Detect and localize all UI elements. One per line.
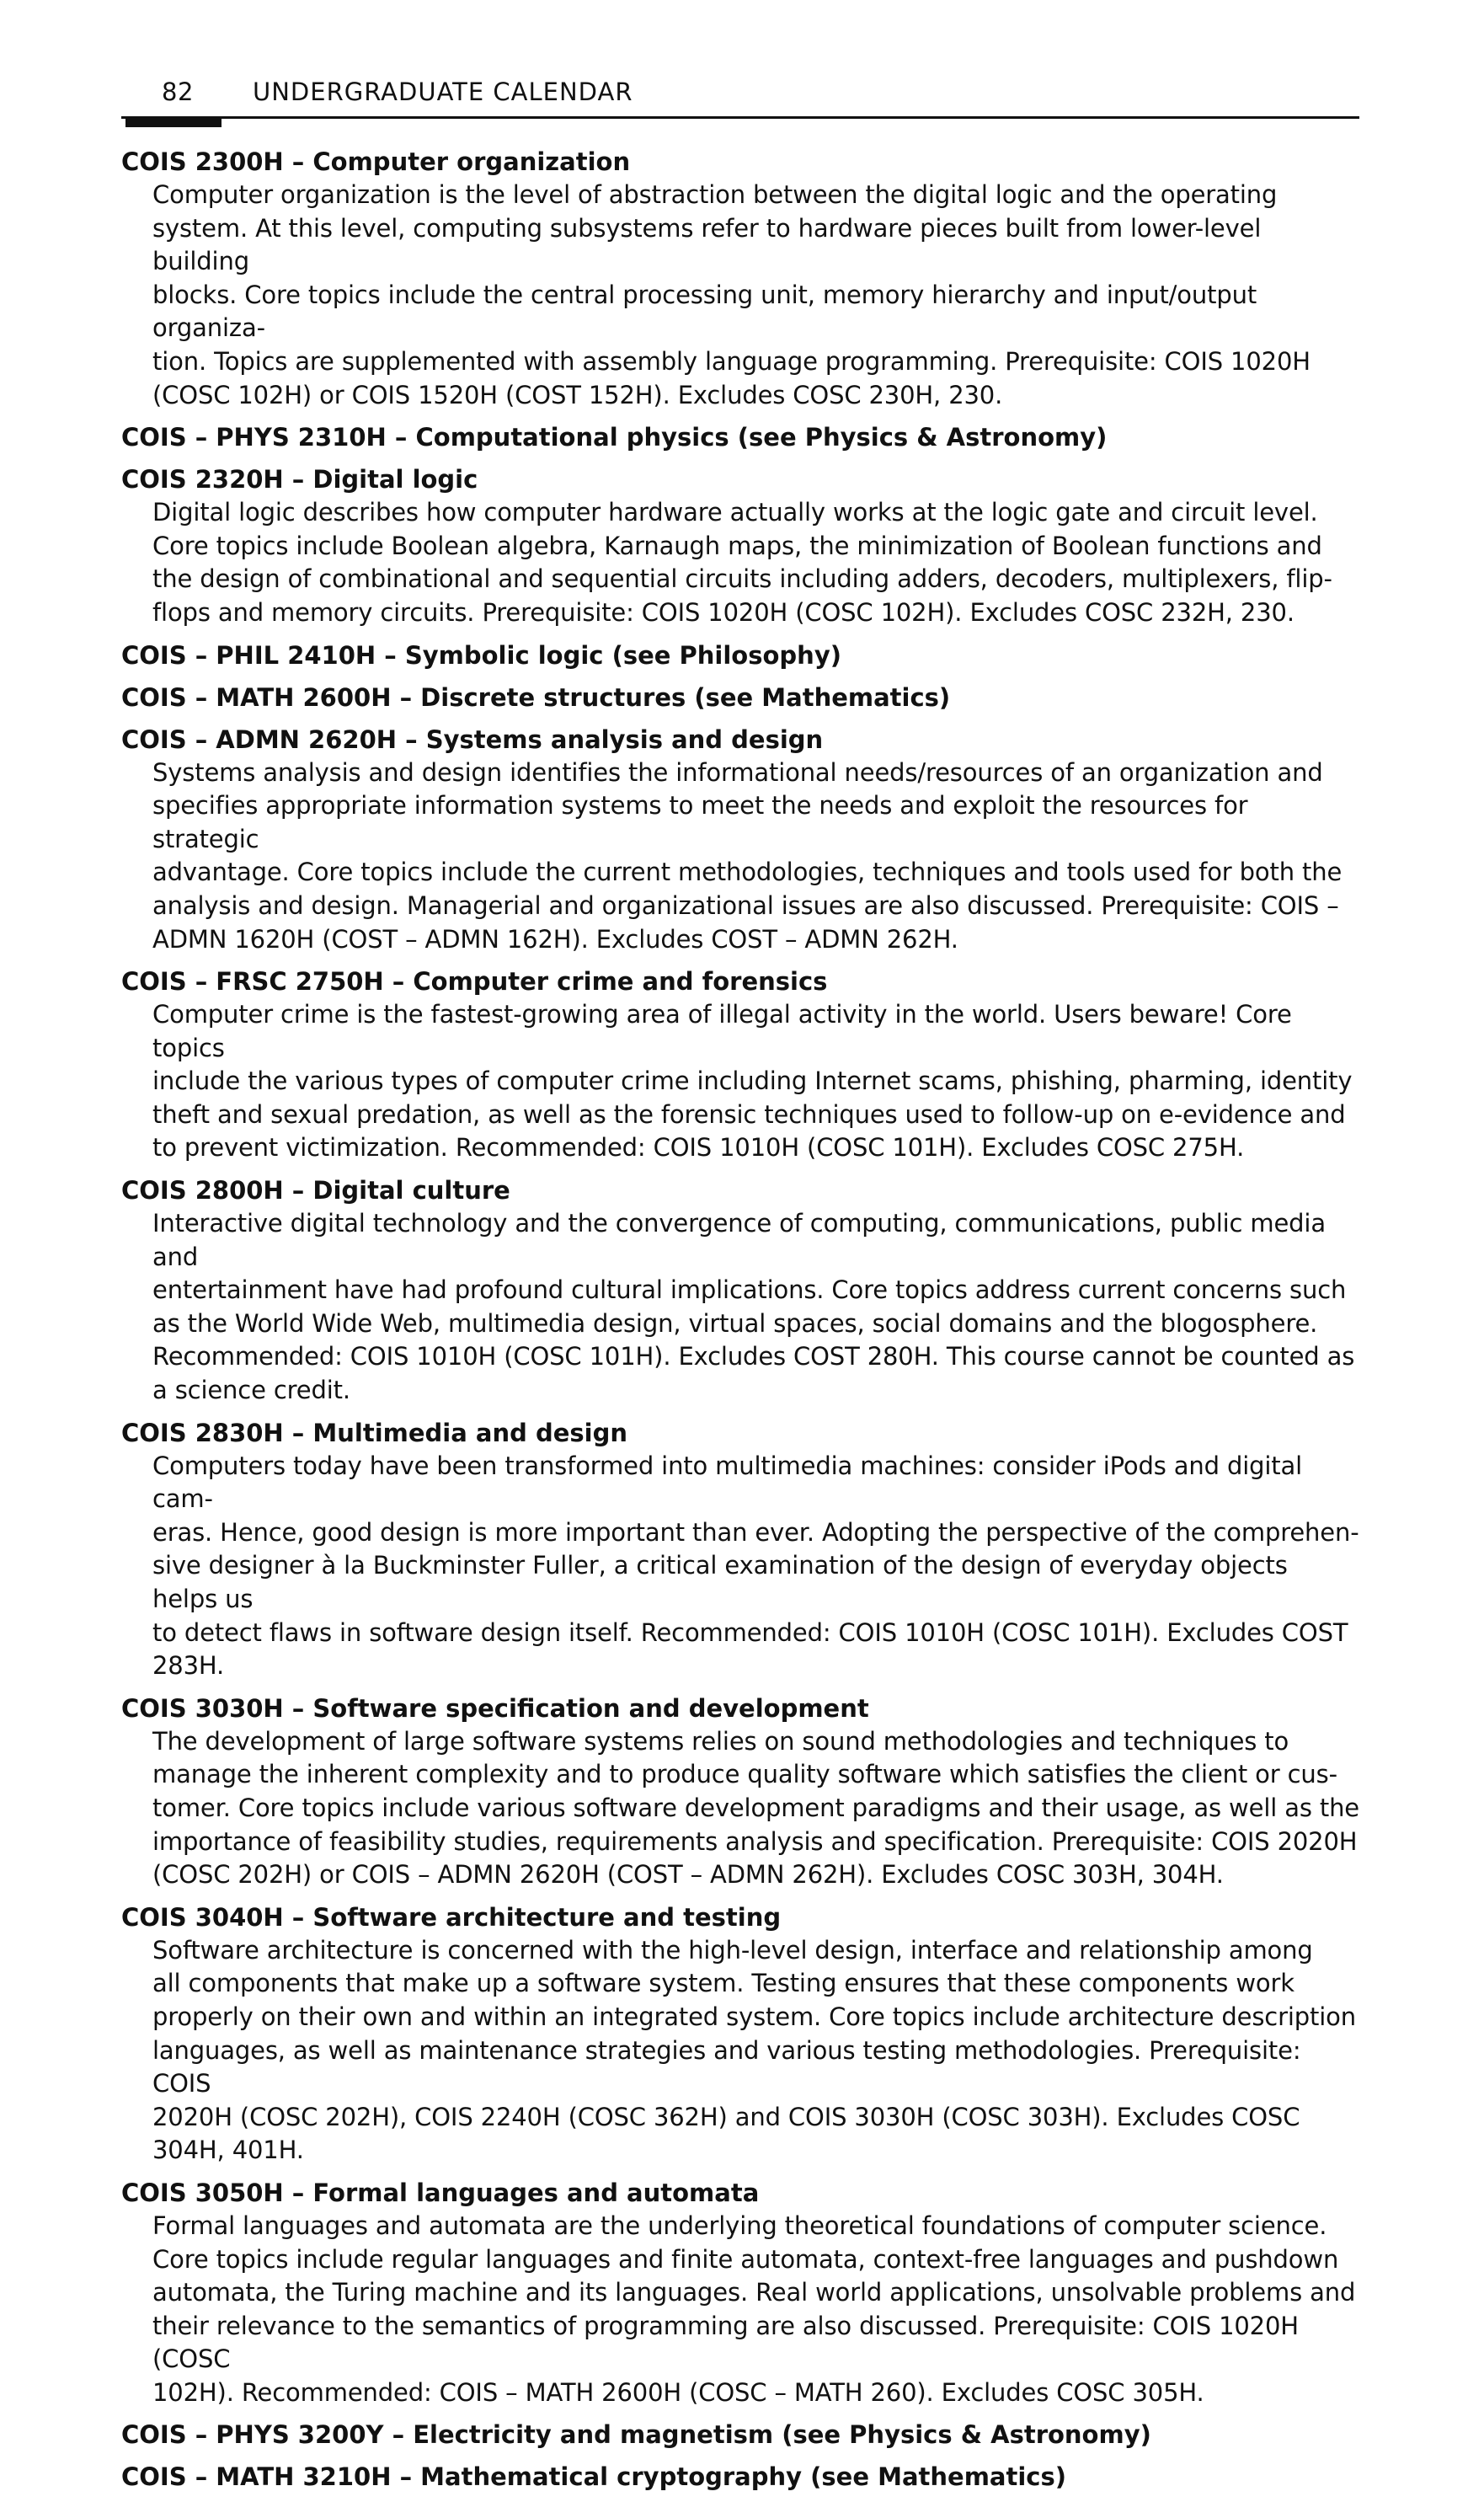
course-title: COIS – PHYS 3200Y – Electricity and magnetism (see Physics & Astronomy) xyxy=(121,2420,1151,2450)
course-title: COIS 2800H – Digital culture xyxy=(121,1176,510,1206)
course-title: COIS – PHYS 2310H – Computational physics (see Physics & Astronomy) xyxy=(121,423,1108,452)
calendar-page xyxy=(121,74,1359,2502)
course-entry xyxy=(121,462,1359,629)
course-entry xyxy=(121,2176,1359,2410)
course-description: The development of large software systems relies on sound methodologies and techniques to manage the inherent complexity and to produce quality software which satisfies the client or cus- tomer. Core topics include various software development paradigms and their usage, as well as the importance of feasibility studies, requirements analysis and specification. Prerequisite: COIS 2020H (COSC 202H) or COIS – ADMN 2620H (COST – ADMN 262H). Excludes COSC 303H, 304H. xyxy=(152,1726,1359,1890)
course-entry xyxy=(121,145,1359,412)
course-entry xyxy=(121,1416,1359,1683)
course-title: COIS 3030H – Software specification and development xyxy=(121,1693,869,1723)
course-entry xyxy=(121,420,1359,454)
course-title: COIS 3050H – Formal languages and automata xyxy=(121,2178,760,2207)
course-entry xyxy=(121,2460,1359,2494)
course-title: COIS – ADMN 2620H – Systems analysis and design xyxy=(121,724,824,754)
course-description: Systems analysis and design identifies the informational needs/resources of an organization and specifies appropriate information systems to meet the needs and exploit the resources for strategic advantage. Core topics include the current methodologies, techniques and tools used for both the analysis and design. Managerial and organizational issues are also discussed. Prerequisite: COIS – ADMN 1620H (COST – ADMN 162H). Excludes COST – ADMN 262H. xyxy=(152,757,1343,954)
course-title: COIS 2830H – Multimedia and design xyxy=(121,1418,627,1447)
course-entry xyxy=(121,639,1359,672)
course-description: Formal languages and automata are the underlying theoretical foundations of computer science. Core topics include regular languages and finite automata, context-free languages and pushdown automata, the Turing machine and its languages. Real world applications, unsolvable problems and their relevance to the semantics of programming are also discussed. Prerequisite: COIS 1020H (COSC 102H). Recommended: COIS – MATH 2600H (COSC – MATH 260). Excludes COSC 305H. xyxy=(152,2211,1356,2407)
course-title: COIS – MATH 2600H – Discrete structures (see Mathematics) xyxy=(121,682,951,712)
course-description: Computers today have been transformed into multimedia machines: consider iPods and digital cam- eras. Hence, good design is more important than ever. Adopting the perspective of the comprehen- sive designer à la Buckminster Fuller, a critical examination of the design of everyday objects helps us to detect flaws in software design itself. Recommended: COIS 1010H (COSC 101H). Excludes COST 283H. xyxy=(152,1451,1359,1681)
course-entry xyxy=(121,965,1359,1165)
course-description: Digital logic describes how computer hardware actually works at the logic gate and circuit level. Core topics include Boolean algebra, Karnaugh maps, the minimization of Boolean functions and the design of combinational and sequential circuits including adders, decoders, multiplexers, flip- flops and memory circuits. Prerequisite: COIS 1020H (COSC 102H). Excludes COSC 232H, 230. xyxy=(152,498,1332,627)
page-number: 82 xyxy=(162,78,194,106)
course-description: Computer organization is the level of abstraction between the digital logic and the operating system. At this level, computing subsystems refer to hardware pieces built from lower-level building blocks. Core topics include the central processing unit, memory hierarchy and input/output organiza- tion. Topics are supplemented with assembly language programming. Prerequisite: COIS 1020H (COSC 102H) or COIS 1520H (COST 152H). Excludes COSC 230H, 230. xyxy=(152,180,1311,409)
course-entry xyxy=(121,1901,1359,2168)
course-entry xyxy=(121,1173,1359,1408)
course-title: COIS – FRSC 2750H – Computer crime and forensics xyxy=(121,967,828,997)
course-description: Software architecture is concerned with the high-level design, interface and relationship among all components that make up a software system. Testing ensures that these components work properly on their own and within an integrated system. Core topics include architecture description languages, as well as maintenance strategies and various testing methodologies. Prerequisite: COIS 2020H (COSC 202H), COIS 2240H (COSC 362H) and COIS 3030H (COSC 303H). Excludes COSC 304H, 401H. xyxy=(152,1935,1356,2165)
header-tab-bar xyxy=(125,116,222,127)
course-entry xyxy=(121,2418,1359,2451)
course-title: COIS 2300H – Computer organization xyxy=(121,147,631,176)
header-rule xyxy=(121,116,1359,119)
running-title: UNDERGRADUATE CALENDAR xyxy=(253,78,633,106)
course-title: COIS – MATH 3210H – Mathematical cryptography (see Mathematics) xyxy=(121,2462,1066,2492)
course-entry xyxy=(121,723,1359,957)
course-description: Interactive digital technology and the convergence of computing, communications, public media and entertainment have had profound cultural implications. Core topics address current concerns such as the World Wide Web, multimedia design, virtual spaces, social domains and the blogosphere. Recommended: COIS 1010H (COSC 101H). Excludes COST 280H. This course cannot be counted as a science credit. xyxy=(152,1209,1355,1405)
course-entry xyxy=(121,1692,1359,1892)
page-header xyxy=(121,74,1359,123)
course-description: Computer crime is the fastest-growing area of illegal activity in the world. Users beware! Core topics include the various types of computer crime including Internet scams, phishing, pharming, identity theft and sexual predation, as well as the forensic techniques used to follow-up on e-evidence and to prevent victimization. Recommended: COIS 1010H (COSC 101H). Excludes COSC 275H. xyxy=(152,1000,1353,1163)
course-title: COIS 3040H – Software architecture and testing xyxy=(121,1902,782,1932)
course-title: COIS – PHIL 2410H – Symbolic logic (see Philosophy) xyxy=(121,640,841,670)
course-title: COIS 2320H – Digital logic xyxy=(121,465,478,495)
course-list xyxy=(121,145,1359,2494)
course-entry xyxy=(121,681,1359,714)
